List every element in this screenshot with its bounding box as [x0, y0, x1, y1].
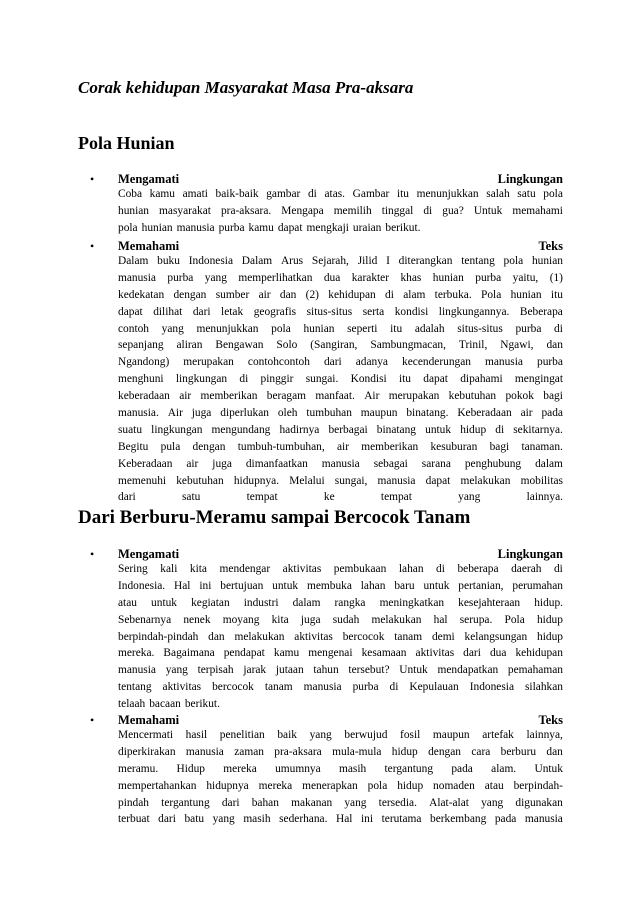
bullet-icon: •	[90, 239, 95, 253]
item-heading-left: Memahami	[118, 713, 180, 727]
item-heading-right: Lingkungan	[497, 547, 563, 561]
item-heading	[118, 171, 563, 187]
paragraph-line: Coba kamu amati baik-baik gambar di atas. Gambar itu menunjukkan salah satu pola	[118, 188, 563, 200]
paragraph-line: mereka. Bagaimana pendapat kamu mengenai kesamaan aktivitas dari dua kehidupan	[118, 647, 563, 660]
section-heading-berburu-meramu: Dari Berburu-Meramu sampai Bercocok Tanam	[78, 507, 471, 528]
paragraph-line: contoh yang menunjukkan pola hunian seperti itu adalah situs-situs purba di	[118, 322, 563, 335]
paragraph-line: atau untuk kegiatan industri dalam rangka meningkatkan kesejahteraan hidup.	[118, 596, 563, 609]
item-paragraph	[118, 186, 563, 237]
paragraph-line: meramu. Hidup mereka umumnya masih tergantung pada alam. Untuk	[118, 762, 563, 775]
paragraph-line: berpindah-pindah dan melakukan aktivitas bercocok tanam demi kelangsungan hidup	[118, 630, 563, 643]
item-heading-right: Teks	[538, 713, 563, 727]
paragraph-line: Dalam buku Indonesia Dalam Arus Sejarah, Jilid I diterangkan tentang pola hunian	[118, 255, 563, 267]
paragraph-line: manusia yang terpisah jarak jutaan tahun tersebut? Untuk mendapatkan pemahaman	[118, 664, 563, 677]
paragraph-line: suatu lingkungan mengundang hadirnya berbagai binatang untuk hidup di sekitarnya.	[118, 423, 563, 436]
paragraph-line: hunian masyarakat pra-aksara. Mengapa memilih tinggal di gua? Untuk memahami	[118, 204, 563, 217]
paragraph-line: tentang aktivitas bercocok tanam manusia purba di Kepulauan Indonesia silahkan	[118, 681, 563, 694]
paragraph-line: terbuat dari batu yang masih sederhana. Hal ini terutama berkembang pada manusia	[118, 813, 563, 826]
bullet-icon: •	[90, 172, 95, 186]
bullet-icon: •	[90, 547, 95, 561]
item-paragraph	[118, 253, 563, 506]
paragraph-line: Mencermati hasil penelitian baik yang berwujud fosil maupun artefak lainnya,	[118, 729, 563, 741]
paragraph-line: kedekatan dengan sumber air dan (2) kehidupan di alam terbuka. Pola hunian itu	[118, 288, 563, 301]
item-heading-left: Mengamati	[118, 547, 180, 561]
paragraph-line: diperkirakan manusia zaman pra-aksara mula-mula hidup dengan cara berburu dan	[118, 745, 563, 758]
item-heading-left: Mengamati	[118, 172, 180, 186]
paragraph-line: Keberadaan air juga dimanfaatkan manusia sebagai sarana penghubung dalam	[118, 457, 563, 470]
item-heading-right: Lingkungan	[497, 172, 563, 186]
paragraph-line: manusia. Air juga diperlukan oleh tumbuhan maupun binatang. Keberadaan air pada	[118, 407, 563, 420]
section-heading-pola-hunian: Pola Hunian	[78, 133, 175, 153]
bullet-icon: •	[90, 713, 95, 727]
paragraph-line: dari satu tempat ke tempat yang lainnya.	[118, 491, 563, 504]
item-paragraph	[118, 727, 563, 828]
paragraph-line: menghuni lingkungan di pinggir sungai. Kondisi itu dapat dipahami mengingat	[118, 373, 563, 386]
paragraph-line: dapat dilihat dari letak geografis situs-situs serta kondisi lingkungannya. Beberapa	[118, 305, 563, 318]
item-heading	[118, 546, 563, 562]
paragraph-line: Ngandong) merupakan contohcontoh dari adanya kecenderungan manusia purba	[118, 356, 563, 369]
paragraph-line: keberadaan air memberikan beragam manfaat. Air merupakan kebutuhan pokok bagi	[118, 390, 563, 403]
paragraph-line: pola hunian manusia purba kamu dapat mengkaji uraian berikut.	[118, 221, 421, 234]
paragraph-line: manusia purba yang memperlihatkan dua karakter khas hunian purba yaitu, (1)	[118, 271, 563, 284]
item-heading	[118, 238, 563, 254]
paragraph-line: telaah bacaan berikut.	[118, 698, 220, 711]
item-heading	[118, 712, 563, 728]
item-heading-right: Teks	[538, 239, 563, 253]
paragraph-line: Sering kali kita mendengar aktivitas pembukaan lahan di beberapa daerah di	[118, 563, 563, 575]
paragraph-line: pindah tergantung dari bahan makanan yang tersedia. Alat-alat yang digunakan	[118, 796, 563, 809]
paragraph-line: Begitu pula dengan tumbuh-tumbuhan, air memberikan kesuburan bagi tanaman.	[118, 440, 563, 453]
paragraph-line: Sebenarnya nenek moyang kita juga sudah melakukan hal serupa. Pola hidup	[118, 613, 563, 626]
paragraph-line: mempertahankan hidupnya mereka menerapkan pola hidup nomaden atau berpindah-	[118, 779, 563, 792]
item-paragraph	[118, 561, 563, 713]
paragraph-line: Indonesia. Hal ini bertujuan untuk membuka lahan baru untuk pertanian, perumahan	[118, 579, 563, 592]
paragraph-line: sepanjang aliran Bengawan Solo (Sangiran, Sambungmacan, Trinil, Ngawi, dan	[118, 339, 563, 352]
item-heading-left: Memahami	[118, 239, 180, 253]
document-title: Corak kehidupan Masyarakat Masa Pra-aksara	[78, 78, 414, 97]
paragraph-line: memenuhi kebutuhan hidupnya. Melalui sungai, manusia dapat melakukan mobilitas	[118, 474, 563, 487]
